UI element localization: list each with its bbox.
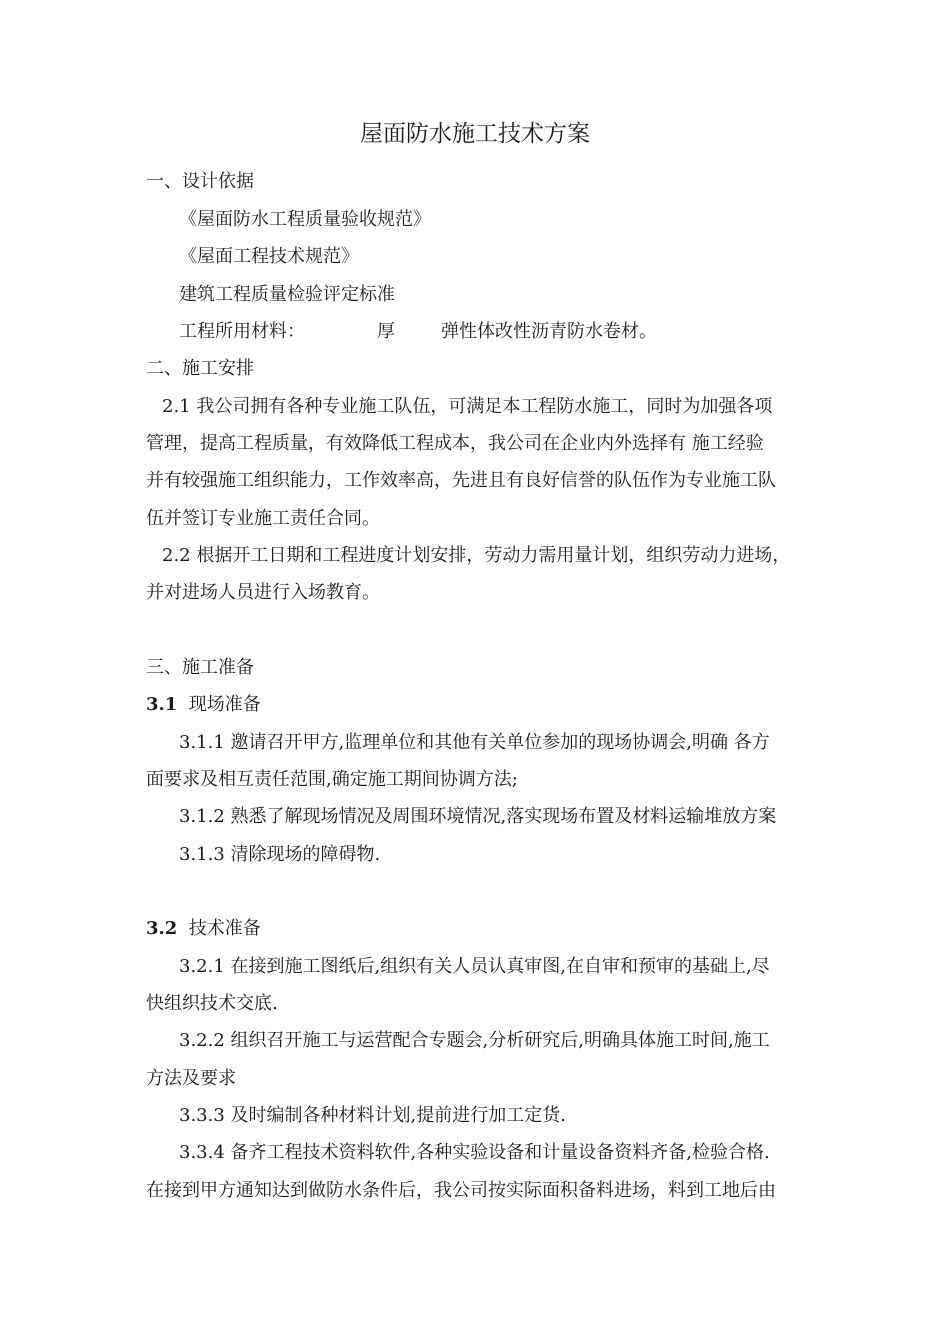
paragraph-line: 伍并签订专业施工责任合同。 xyxy=(146,508,380,529)
paragraph-line: 2.1 我公司拥有各种专业施工队伍，可满足本工程防水施工，同时为加强各项 xyxy=(162,396,773,417)
subsection-number: 3.1 xyxy=(146,694,178,715)
paragraph-line: 3.2.1 在接到施工图纸后,组织有关人员认真审图,在自审和预审的基础上,尽 xyxy=(179,956,770,977)
materials-line xyxy=(179,320,657,344)
subsection-title: 技术准备 xyxy=(188,918,261,939)
paragraph-line: 3.3.3 及时编制各种材料计划,提前进行加工定货. xyxy=(179,1105,566,1126)
subsection-heading-3-1 xyxy=(146,693,261,717)
paragraph-line: 3.1.2 熟悉了解现场情况及周围环境情况,落实现场布置及材料运输堆放方案 xyxy=(179,806,777,827)
paragraph-line: 面要求及相互责任范围,确定施工期间协调方法; xyxy=(146,769,518,790)
paragraph-line: 2.2 根据开工日期和工程进度计划安排，劳动力需用量计划，组织劳动力进场， xyxy=(162,545,791,566)
paragraph-line: 方法及要求 xyxy=(146,1068,236,1089)
materials-label: 工程所用材料： xyxy=(179,321,305,342)
paragraph-line: 在接到甲方通知达到做防水条件后，我公司按实际面积备料进场，料到工地后由 xyxy=(146,1180,776,1201)
reference-item: 建筑工程质量检验评定标准 xyxy=(179,284,395,305)
section-heading-2: 二、施工安排 xyxy=(146,358,254,379)
paragraph-line: 3.2.2 组织召开施工与运营配合专题会,分析研究后,明确具体施工时间,施工 xyxy=(179,1030,770,1051)
section-heading-3: 三、施工准备 xyxy=(146,657,254,678)
paragraph-line: 管理，提高工程质量，有效降低工程成本，我公司在企业内外选择有 施工经验 xyxy=(146,433,764,454)
subsection-heading-3-2 xyxy=(146,917,261,941)
subsection-number: 3.2 xyxy=(146,918,178,939)
reference-item: 《屋面工程技术规范》 xyxy=(179,246,359,267)
paragraph-line: 3.3.4 备齐工程技术资料软件,各种实验设备和计量设备资料齐备,检验合格. xyxy=(179,1142,770,1163)
document-title: 屋面防水施工技术方案 xyxy=(360,121,590,147)
paragraph-line: 并有较强施工组织能力，工作效率高，先进且有良好信誉的队伍作为专业施工队 xyxy=(146,470,776,491)
materials-thickness: 厚 xyxy=(377,321,395,342)
paragraph-line: 3.1.1 邀请召开甲方,监理单位和其他有关单位参加的现场协调会,明确 各方 xyxy=(179,732,770,753)
materials-name: 弹性体改性沥青防水卷材。 xyxy=(441,321,657,342)
paragraph-line: 3.1.3 清除现场的障碍物. xyxy=(179,844,381,865)
paragraph-line: 并对进场人员进行入场教育。 xyxy=(146,582,380,603)
section-heading-1: 一、设计依据 xyxy=(146,171,254,192)
reference-item: 《屋面防水工程质量验收规范》 xyxy=(179,209,431,230)
paragraph-line: 快组织技术交底. xyxy=(146,993,278,1014)
subsection-title: 现场准备 xyxy=(188,694,261,715)
